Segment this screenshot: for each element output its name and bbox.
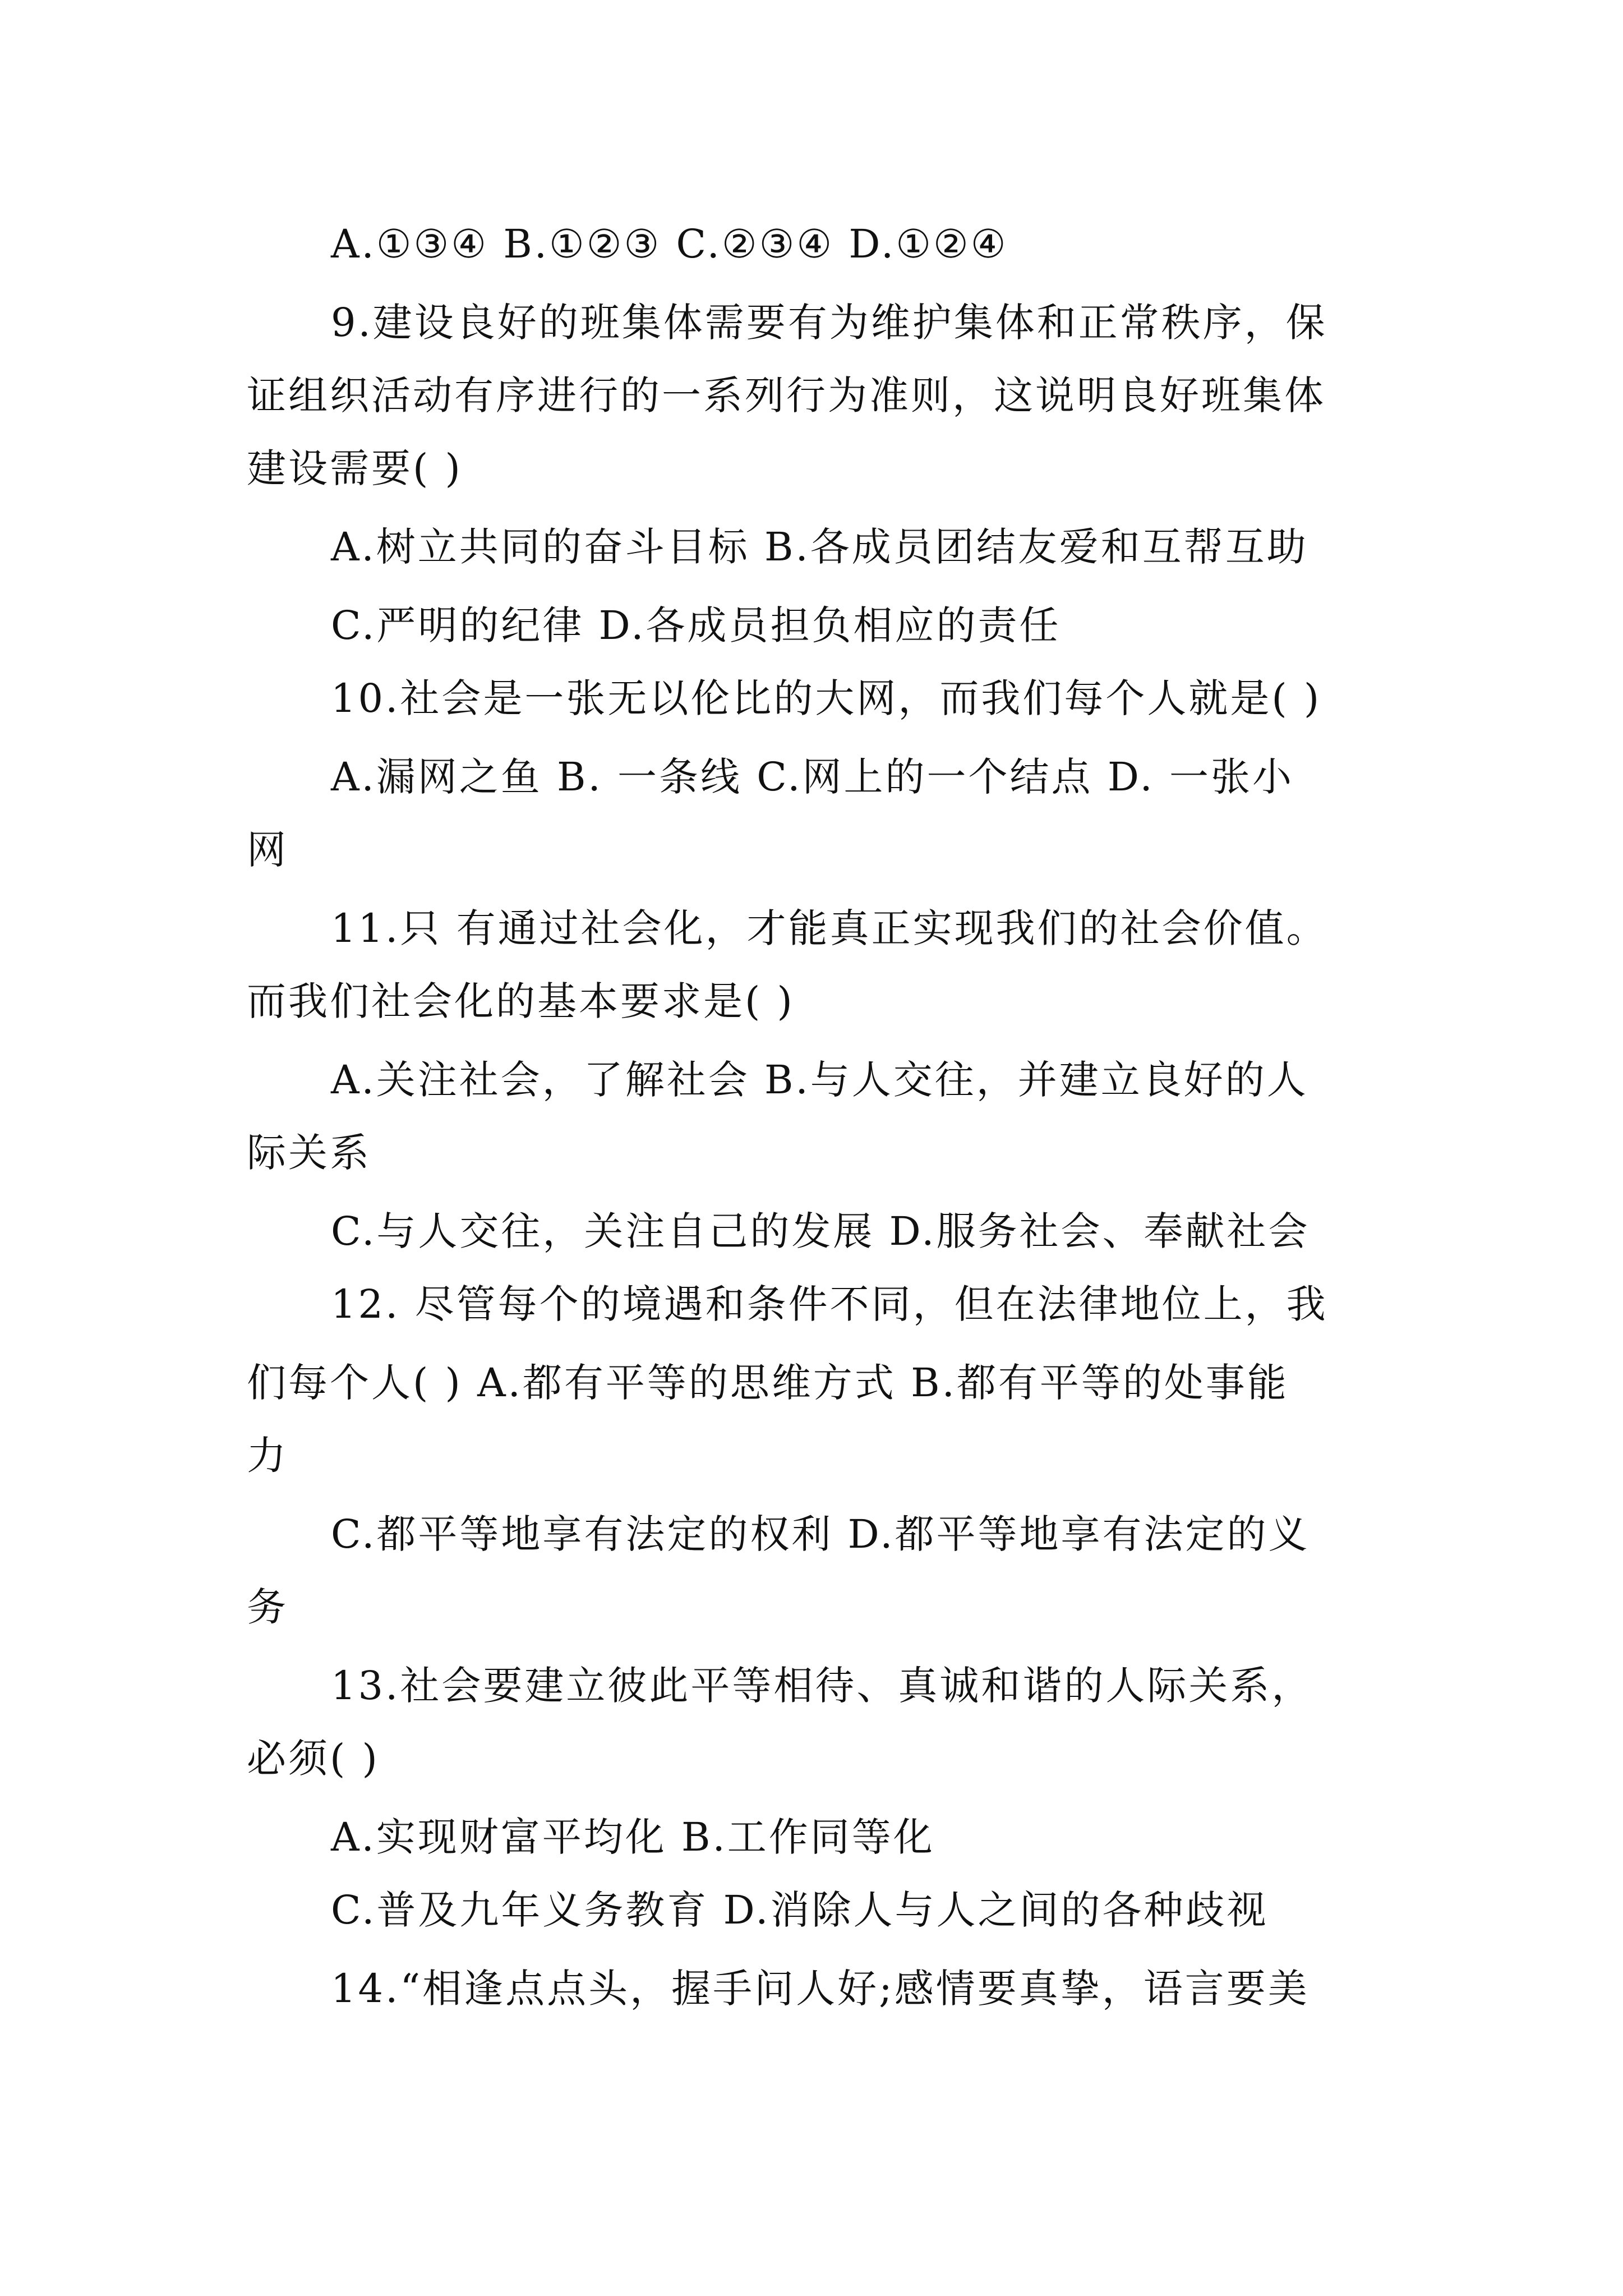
text-line-question-10: 10.社会是一张无以伦比的大网，而我们每个人就是( )	[331, 675, 1322, 721]
text-line: 际关系	[247, 1130, 371, 1176]
text-line-question-11: 11.只 有通过社会化，才能真正实现我们的社会价值。	[331, 905, 1328, 951]
text-line-options-13b: C.普及九年义务教育 D.消除人与人之间的各种歧视	[331, 1887, 1269, 1933]
text-line: 而我们社会化的基本要求是( )	[247, 978, 795, 1024]
text-line-options-12: C.都平等地享有法定的权利 D.都平等地享有法定的义	[331, 1511, 1310, 1557]
text-line-question-12: 12. 尽管每个的境遇和条件不同，但在法律地位上，我	[331, 1281, 1328, 1327]
text-line: 力	[247, 1433, 288, 1479]
text-line-options-13a: A.实现财富平均化 B.工作同等化	[331, 1814, 935, 1860]
text-line: 建设需要( )	[247, 445, 463, 491]
text-line-options-11b: C.与人交往，关注自己的发展 D.服务社会、奉献社会	[331, 1208, 1310, 1254]
text-line-question-9: 9.建设良好的班集体需要有为维护集体和正常秩序，保	[331, 300, 1327, 346]
text-line-options-9a: A.树立共同的奋斗目标 B.各成员团结友爱和互帮互助	[331, 524, 1308, 570]
text-line: 必须( )	[247, 1736, 380, 1782]
text-line-options-8: A.①③④ B.①②③ C.②③④ D.①②④	[331, 221, 1008, 267]
text-line-options-10: A.漏网之鱼 B. 一条线 C.网上的一个结点 D. 一张小	[331, 754, 1294, 800]
text-line-question-14: 14.“相逢点点头，握手问人好;感情要真挚，语言要美	[331, 1966, 1310, 2012]
text-line-question-13: 13.社会要建立彼此平等相待、真诚和谐的人际关系，	[331, 1663, 1313, 1709]
text-line: 网	[247, 827, 288, 873]
text-line: 们每个人( ) A.都有平等的思维方式 B.都有平等的处事能	[247, 1360, 1289, 1406]
text-line: 务	[247, 1584, 288, 1630]
text-line: 证组织活动有序进行的一系列行为准则，这说明良好班集体	[247, 372, 1326, 418]
text-line-options-9b: C.严明的纪律 D.各成员担负相应的责任	[331, 602, 1061, 648]
text-line-options-11a: A.关注社会，了解社会 B.与人交往，并建立良好的人	[331, 1057, 1308, 1103]
